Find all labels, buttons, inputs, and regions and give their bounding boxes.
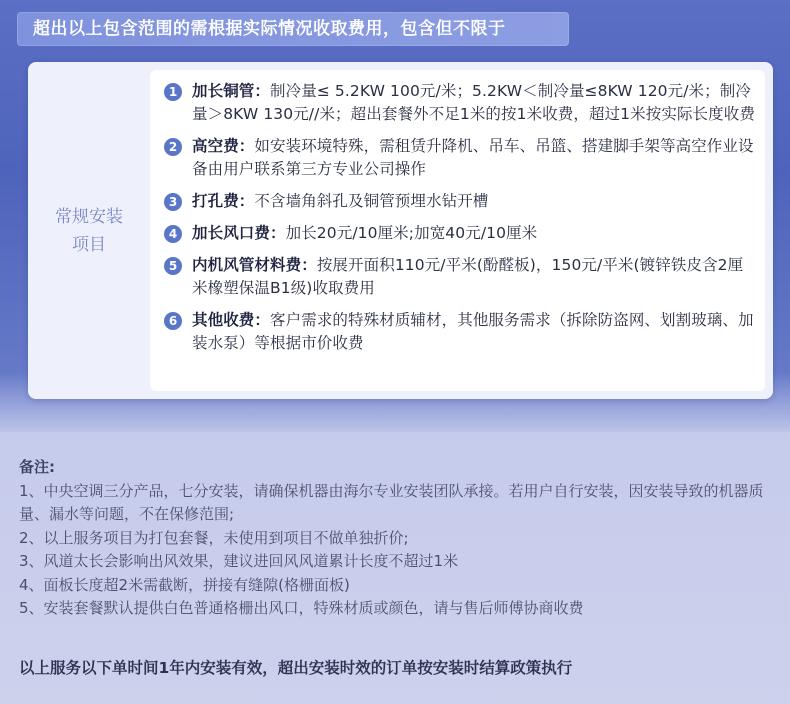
fee-item (164, 222, 755, 245)
fee-item-text: 按展开面积110元/平米(酚醛板)，150元/平米(镀锌铁皮含2厘米橡塑保温B1级)收取费用 (192, 256, 744, 297)
header-banner: 超出以上包含范围的需根据实际情况收取费用，包含但不限于 (17, 12, 569, 46)
number-badge-icon: 3 (164, 193, 182, 211)
fee-item-text: 客户需求的特殊材质辅材，其他服务需求（拆除防盗网、划割玻璃、加装水泵）等根据市价收费 (192, 311, 754, 352)
fee-item (164, 309, 755, 355)
number-badge-icon: 6 (164, 312, 182, 330)
installation-fee-card (28, 62, 773, 399)
fee-items-list (150, 70, 765, 391)
number-badge-icon: 4 (164, 225, 182, 243)
notes-title: 备注: (19, 458, 55, 476)
fee-item-text: 制冷量≤ 5.2KW 100元/米；5.2KW＜制冷量≤8KW 120元/米；制冷量＞8KW 130元//米；超出套餐外不足1米的按1米收费，超过1米按实际长度收费 (192, 82, 755, 123)
note-line: 4、面板长度超2米需截断，拼接有缝隙(格栅面板) (19, 575, 350, 594)
note-line: 1、中央空调三分产品，七分安装，请确保机器由海尔专业安装团队承接。若用户自行安装，因安装导致的机器质量、漏水等问题，不在保修范围; (19, 481, 764, 523)
fee-item-title: 加长风口费： (192, 224, 286, 242)
note-line: 3、风道太长会影响出风效果，建议进回风风道累计长度不超过1米 (19, 552, 459, 570)
fee-item-title: 内机风管材料费： (192, 256, 317, 274)
fee-item-title: 高空费： (192, 137, 255, 155)
category-label-line1: 常规安装 (55, 206, 123, 227)
category-label (28, 62, 150, 399)
fee-item (164, 190, 755, 213)
number-badge-icon: 5 (164, 257, 182, 275)
fee-item (164, 135, 755, 181)
fee-item-title: 加长铜管： (192, 82, 271, 100)
fee-item-title: 其他收费： (192, 311, 271, 329)
fee-item (164, 254, 755, 300)
note-line: 2、以上服务项目为打包套餐，未使用到项目不做单独折价; (19, 528, 409, 547)
fee-item-text: 不含墙角斜孔及铜管预埋水钻开槽 (254, 192, 489, 210)
fee-item-text: 加长20元/10厘米;加宽40元/10厘米 (285, 224, 538, 242)
fee-item-text: 如安装环境特殊，需租赁升降机、吊车、吊篮、搭建脚手架等高空作业设备由用户联系第三方专业公司操作 (192, 137, 754, 178)
number-badge-icon: 1 (164, 83, 182, 101)
number-badge-icon: 2 (164, 138, 182, 156)
note-line: 5、安装套餐默认提供白色普通格栅出风口，特殊材质或颜色，请与售后师傅协商收费 (19, 599, 584, 617)
fee-item (164, 80, 755, 126)
notes-section (19, 456, 779, 621)
fee-item-title: 打孔费： (192, 192, 255, 210)
validity-footer: 以上服务以下单时间1年内安装有效，超出安装时效的订单按安装时结算政策执行 (19, 659, 573, 677)
category-label-line2: 项目 (72, 234, 106, 255)
